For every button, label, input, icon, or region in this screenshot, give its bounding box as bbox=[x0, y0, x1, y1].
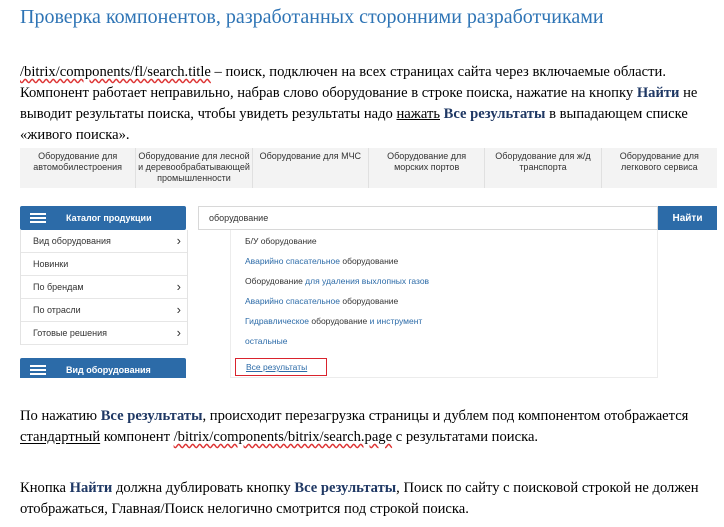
category-item[interactable]: Оборудование для МЧС bbox=[253, 148, 369, 188]
search-button[interactable]: Найти bbox=[658, 206, 717, 230]
component-path: /bitrix/components/fl/search.title bbox=[20, 64, 211, 80]
category-item[interactable]: Оборудование для лесной и деревообрабатывающей промышленности bbox=[136, 148, 252, 188]
paragraph-reload bbox=[20, 406, 710, 448]
category-item[interactable]: Оборудование для легкового сервиса bbox=[619, 151, 699, 172]
suggestion-item[interactable]: Аварийно спасательное оборудование bbox=[245, 296, 399, 306]
menu-item-industry[interactable] bbox=[21, 299, 187, 322]
component-path: /bitrix/components/bitrix/search.page bbox=[173, 429, 393, 445]
menu-item-new[interactable] bbox=[21, 253, 187, 276]
text: – поиск, подключен на всех страницах сайта через включаемые области. Компонент работает неправильно, набрав слово оборудование в строке поиска, нажатие на кнопку bbox=[20, 64, 666, 101]
equipment-type-button[interactable] bbox=[20, 358, 186, 378]
all-results-ref: Все результаты bbox=[443, 106, 546, 122]
text: с результатами поиска. bbox=[392, 429, 539, 445]
text: в выпадающем списке «живого поиска». bbox=[20, 106, 688, 143]
menu-item-label: Новинки bbox=[33, 259, 69, 269]
equipment-type-title: Вид оборудования bbox=[66, 365, 151, 375]
text: компонент bbox=[100, 429, 174, 445]
suggestion-item[interactable]: остальные bbox=[245, 336, 288, 346]
suggestion-item[interactable]: Б/У оборудование bbox=[245, 236, 317, 246]
embedded-screenshot bbox=[20, 148, 717, 378]
page-title: Проверка компонентов, разработанных сторонними разработчиками bbox=[20, 6, 604, 28]
suggestion-item[interactable]: Оборудование для удаления выхлопных газов bbox=[245, 276, 430, 286]
text: должна дублировать кнопку bbox=[112, 480, 295, 496]
menu-item-label: По брендам bbox=[33, 282, 84, 292]
search-input[interactable]: оборудование bbox=[198, 206, 658, 230]
underlined-word: нажать bbox=[396, 106, 440, 122]
category-item[interactable]: Оборудование для ж/д транспорта bbox=[485, 148, 601, 188]
find-button-ref: Найти bbox=[636, 85, 680, 101]
all-results-ref: Все результаты bbox=[100, 408, 203, 424]
category-bar bbox=[20, 148, 717, 188]
find-button-ref: Найти bbox=[69, 480, 113, 496]
live-search-dropdown bbox=[230, 230, 658, 378]
hamburger-icon bbox=[30, 213, 46, 223]
menu-item-solutions[interactable] bbox=[21, 322, 187, 345]
chevron-right-icon: › bbox=[176, 302, 181, 317]
menu-item-equipment-type[interactable] bbox=[21, 230, 187, 253]
all-results-link[interactable]: Все результаты bbox=[235, 358, 327, 376]
hamburger-icon bbox=[30, 365, 46, 375]
menu-item-brands[interactable] bbox=[21, 276, 187, 299]
text: Кнопка bbox=[20, 480, 70, 496]
chevron-right-icon: › bbox=[176, 279, 181, 294]
catalog-menu bbox=[20, 230, 188, 345]
paragraph-requirement bbox=[20, 478, 710, 520]
category-item[interactable]: Оборудование для морских портов bbox=[369, 148, 485, 188]
catalog-title: Каталог продукции bbox=[66, 213, 152, 223]
text: не выводит результаты поиска, чтобы увидеть результаты надо bbox=[20, 85, 698, 122]
catalog-menu-button[interactable] bbox=[20, 206, 186, 230]
chevron-right-icon: › bbox=[176, 325, 181, 340]
category-item[interactable]: Оборудование для автомобилестроения bbox=[20, 148, 136, 188]
suggestion-item[interactable]: Аварийно спасательное оборудование bbox=[245, 256, 399, 266]
underlined-word: стандартный bbox=[20, 429, 101, 445]
text: , Поиск по сайту с поисковой строкой не должен отображаться, Главная/Поиск нелогично смотрится под строкой поиска. bbox=[20, 480, 699, 517]
menu-item-label: Готовые решения bbox=[33, 328, 107, 338]
suggestion-item[interactable]: Гидравлическое оборудование и инструмент bbox=[245, 316, 423, 326]
text: По нажатию bbox=[20, 408, 101, 424]
all-results-ref: Все результаты bbox=[294, 480, 397, 496]
menu-item-label: По отрасли bbox=[33, 305, 81, 315]
chevron-right-icon: › bbox=[176, 233, 181, 248]
menu-item-label: Вид оборудования bbox=[33, 236, 111, 246]
text: , происходит перезагрузка страницы и дублем под компонентом отображается bbox=[202, 408, 689, 424]
paragraph-search-title bbox=[20, 62, 710, 146]
